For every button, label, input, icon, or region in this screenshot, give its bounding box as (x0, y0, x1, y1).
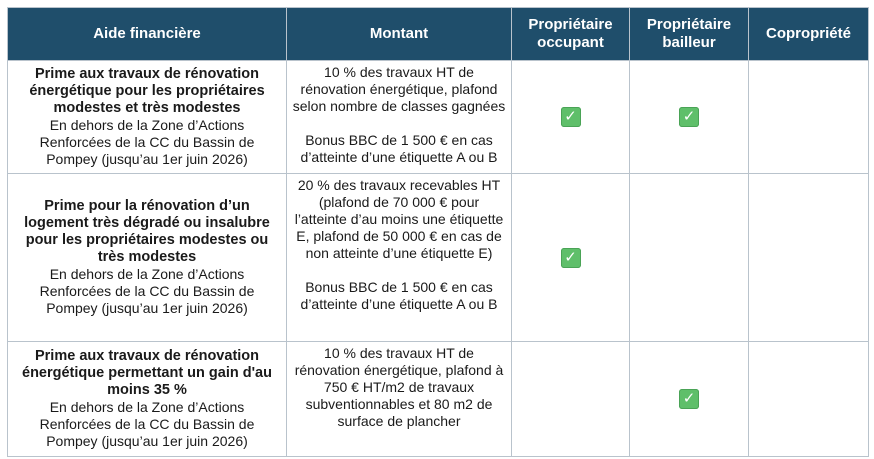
amount-text: 20 % des travaux recevables HT (plafond de 70 000 € pour l’atteinte d’au moins une étiquette E, plafond de 50 000 € en cas de non atteinte d’une étiquette E) (294, 177, 504, 261)
coownership-cell (749, 342, 869, 457)
amount-cell (287, 342, 512, 457)
checkmark-icon: ✓ (561, 107, 581, 127)
landlord-cell (630, 174, 749, 342)
occupant-cell (512, 342, 630, 457)
header-aid: Aide financière (8, 8, 287, 61)
table-header-row (8, 8, 869, 61)
header-owner-occupant: Propriétaire occupant (512, 8, 630, 61)
landlord-cell (630, 342, 749, 457)
amount-text: 10 % des travaux HT de rénovation énergétique, plafond à 750 € HT/m2 de travaux subventionnables et 80 m2 de surface de plancher (294, 345, 504, 429)
amount-cell (287, 61, 512, 174)
header-amount: Montant (287, 8, 512, 61)
coownership-cell (749, 174, 869, 342)
header-coownership: Copropriété (749, 8, 869, 61)
aid-cell (8, 61, 287, 174)
checkmark-icon: ✓ (561, 248, 581, 268)
aid-condition: En dehors de la Zone d’Actions Renforcées de la CC du Bassin de Pompey (jusqu’au 1er juin 2026) (39, 117, 255, 167)
aid-condition: En dehors de la Zone d’Actions Renforcées de la CC du Bassin de Pompey (jusqu’au 1er juin 2026) (39, 266, 255, 316)
financial-aid-table (7, 7, 869, 457)
checkmark-icon: ✓ (679, 107, 699, 127)
amount-cell (287, 174, 512, 342)
aid-title: Prime pour la rénovation d’un logement très dégradé ou insalubre pour les propriétaires modestes ou très modestes (24, 198, 270, 265)
landlord-cell (630, 61, 749, 174)
occupant-cell (512, 174, 630, 342)
checkmark-icon: ✓ (679, 389, 699, 409)
coownership-cell (749, 61, 869, 174)
aid-title: Prime aux travaux de rénovation énergétique pour les propriétaires modestes et très modestes (29, 66, 265, 116)
occupant-cell (512, 61, 630, 174)
amount-bonus: Bonus BBC de 1 500 € en cas d’atteinte d’une étiquette A ou B (300, 279, 498, 312)
aid-cell (8, 342, 287, 457)
table-row (8, 61, 869, 174)
amount-text: 10 % des travaux HT de rénovation énergétique, plafond selon nombre de classes gagnées (292, 64, 506, 114)
table-row (8, 342, 869, 457)
aid-title: Prime aux travaux de rénovation énergétique permettant un gain d'au moins 35 % (22, 348, 272, 398)
table-row (8, 174, 869, 342)
aid-cell (8, 174, 287, 342)
aid-condition: En dehors de la Zone d’Actions Renforcées de la CC du Bassin de Pompey (jusqu’au 1er juin 2026) (39, 399, 255, 449)
header-owner-landlord: Propriétaire bailleur (630, 8, 749, 61)
amount-bonus: Bonus BBC de 1 500 € en cas d’atteinte d’une étiquette A ou B (300, 132, 498, 165)
